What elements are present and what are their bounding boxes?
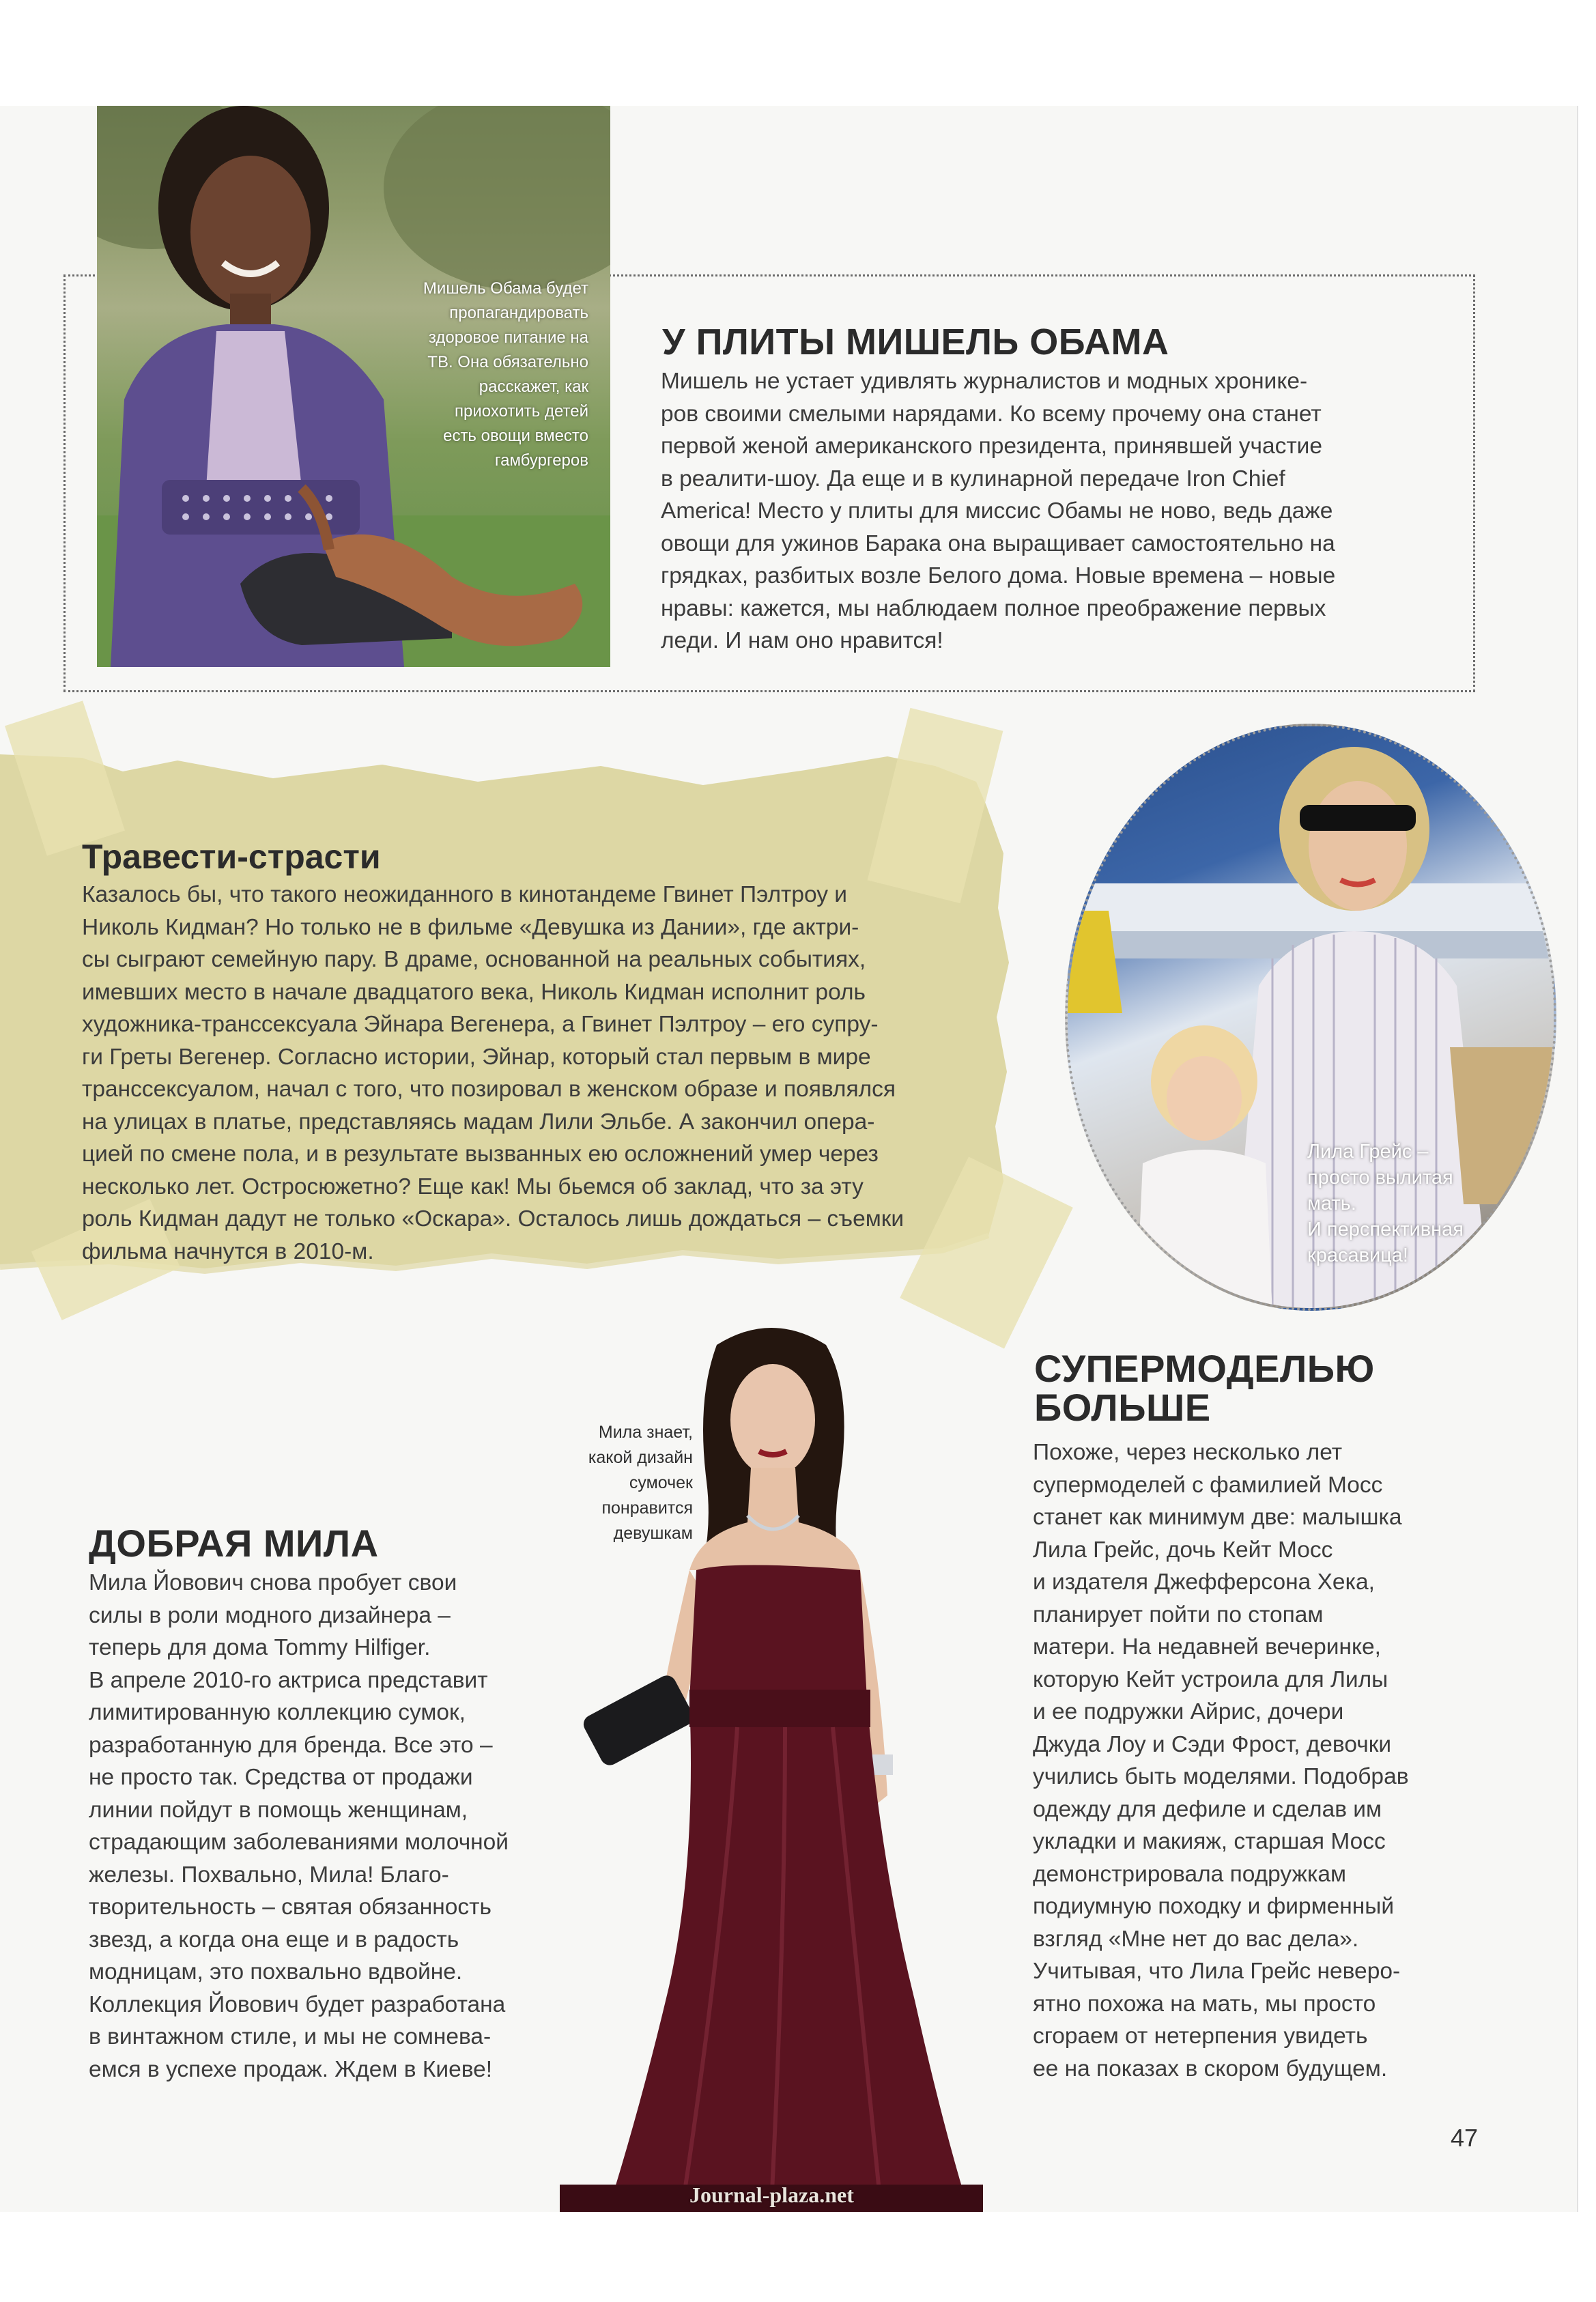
obama-body: Мишель не устает удивлять журналистов и модных хронике- ров своими смелыми нарядами. Ко всему прочему она станет первой женой американского президента, принявшей участие в реалити-шоу. Да еще и в кулинарной передаче Iron Chief America! Место у плиты для миссис Обамы не ново, ведь даже овощи для ужинов Барака она выращивает самостоятельно на грядках, разбитых возле Белого дома. Новые времена – новые нравы: кажется, мы наблюдаем полное преображение первых леди. И нам оно нравится! [661, 369, 1336, 653]
travesti-title: Травести-страсти [82, 838, 381, 876]
moss-title-line1: СУПЕРМОДЕЛЬЮ [1034, 1347, 1375, 1390]
travesti-body: Казалось бы, что такого неожиданного в кинотандеме Гвинет Пэлтроу и Николь Кидман? Но только не в фильме «Девушка из Дании», где актри- сы сыграют семейную пару. В драме, основанной на реальных событиях, имевших место в начале двадцатого века, Николь Кидман исполнит роль художника-транссексуала Эйнара Вегенера, а Гвинет Пэлтроу – его супру- ги Греты Вегенер. Согласно истории, Эйнар, который стал первым в мире транссексуалом, начал с того, что позировал в женском образе и появлялся на улицах в платье, представляясь мадам Лили Эльбе. А закончил опера- цией по смене пола, и в результате вызванных ею осложнений умер через несколько лет. Остросюжетно? Еще как! Мы бьемся об заклад, что за эту роль Кидман дадут не только «Оскара». Осталось лишь дождаться – съемки фильма начнутся в 2010-м. [82, 882, 904, 1264]
obama-caption: Мишель Обама будет пропагандировать здоровое питание на ТВ. Она обязательно расскажет, как приохотить детей есть овощи вместо гамбургеров [423, 279, 588, 470]
watermark: Journal-plaza.net [689, 2183, 854, 2207]
moss-title-line2: БОЛЬШЕ [1034, 1386, 1211, 1429]
mila-body: Мила Йовович снова пробует свои силы в роли модного дизайнера – теперь для дома Tommy Hilfiger. В апреле 2010-го актриса представит лимитированную коллекцию сумок, разработанную для бренда. Все это – не просто так. Средства от продажи линии пойдут в помощь женщинам, страдающим заболеваниями молочной железы. Похвально, Мила! Благо- творительность – святая обязанность звезд, а когда она еще и в радость модницам, это похвально вдвойне. Коллекция Йовович будет разработана в винтажном стиле, и мы не сомнева- емся в успехе продаж. Ждем в Киеве! [89, 1570, 509, 2082]
moss-body: Похоже, через несколько лет супермоделей с фамилией Мосс станет как минимум две: малышка Лила Грейс, дочь Кейт Мосс и издателя Джефферсона Хека, планирует пойти по стопам матери. На недавней вечеринке, которую Кейт устроила для Лилы и ее подружки Айрис, дочери Джуда Лоу и Сэди Фрост, девочки учились быть моделями. Подобрав одежду для дефиле и сделав им укладки и макияж, старшая Мосс демонстрировала подружкам подиумную походку и фирменный взгляд «Мне нет до вас дела». Учитывая, что Лила Грейс неверо- ятно похожа на мать, мы просто сгораем от нетерпения увидеть ее на показах в скором будущем. [1033, 1440, 1409, 2081]
mila-caption: Мила знает, какой дизайн сумочек понравится девушкам [588, 1423, 693, 1543]
obama-title: У ПЛИТЫ МИШЕЛЬ ОБАМА [662, 322, 1169, 363]
page-number: 47 [1451, 2124, 1479, 2152]
mila-title: ДОБРАЯ МИЛА [89, 1522, 379, 1565]
moss-caption: Лила Грейс – просто вылитая мать. И перспективная красавица! [1307, 1141, 1464, 1266]
